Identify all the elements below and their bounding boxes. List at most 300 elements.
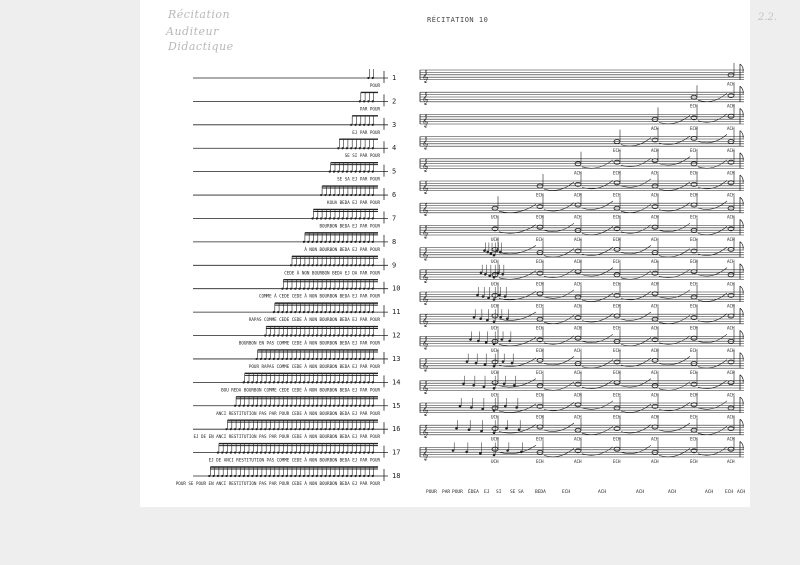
stave-number: 14	[392, 378, 401, 387]
lyric-text: EJ DE ANCI RESTITUTION PAS COMME CEDE À NON BOURBON BEDA EJ PAR POUR	[208, 457, 380, 463]
note-head	[286, 381, 288, 383]
note-head	[354, 171, 356, 173]
stave-number: 8	[392, 237, 397, 246]
note-head	[316, 217, 318, 219]
note-head	[324, 264, 326, 266]
column-syllable: UCH	[491, 303, 499, 309]
column-syllable: ECH	[690, 236, 698, 242]
note-head	[350, 124, 352, 126]
note-head	[367, 100, 369, 102]
column-syllable: ECH	[536, 281, 544, 287]
note-head	[311, 334, 313, 336]
stave-number: 16	[392, 425, 401, 434]
column-syllable: ACH	[574, 281, 582, 287]
note-head	[238, 405, 240, 407]
bottom-syllable: ACH	[598, 490, 607, 495]
whole-note	[728, 447, 734, 451]
note-head	[346, 288, 348, 290]
column-syllable: ECH	[536, 236, 544, 242]
note-head	[277, 358, 279, 360]
note-head	[501, 338, 504, 341]
note-head	[466, 360, 469, 363]
note-head	[316, 311, 318, 313]
note-head	[299, 451, 301, 453]
whole-note	[537, 425, 543, 429]
note-flag	[740, 419, 743, 427]
note-head	[281, 451, 283, 453]
note-head	[268, 334, 270, 336]
note-head	[346, 358, 348, 360]
note-head	[363, 311, 365, 313]
column-syllable: UCH	[491, 414, 499, 420]
stave-number: 7	[392, 214, 397, 223]
note-head	[354, 358, 356, 360]
column-syllable: ACH	[727, 347, 735, 353]
note-head	[367, 124, 369, 126]
note-head	[329, 334, 331, 336]
note-head	[311, 451, 313, 453]
note-head	[277, 428, 279, 430]
whole-note	[575, 403, 581, 407]
bottom-syllable: BEDA	[535, 490, 546, 495]
note-head	[286, 405, 288, 407]
column-syllable: ACH	[574, 303, 582, 309]
bottom-syllable: POUR	[426, 490, 437, 495]
note-head	[493, 365, 496, 368]
column-syllable: ECH	[690, 303, 698, 309]
note-head	[286, 358, 288, 360]
note-head	[256, 405, 258, 407]
note-head	[320, 264, 322, 266]
note-head	[324, 288, 326, 290]
treble-clef: 𝄞	[422, 403, 429, 416]
note-head	[324, 381, 326, 383]
note-head	[316, 381, 318, 383]
note-head	[234, 475, 236, 477]
note-head	[290, 358, 292, 360]
column-syllable: ECH	[690, 458, 698, 464]
note-head	[346, 264, 348, 266]
whole-note	[614, 181, 620, 185]
column-syllable: ACH	[727, 214, 735, 220]
whole-note	[575, 203, 581, 207]
column-syllable: ACH	[727, 170, 735, 176]
treble-clef: 𝄞	[422, 70, 429, 83]
note-head	[367, 194, 369, 196]
note-head	[333, 405, 335, 407]
whole-note	[614, 447, 620, 451]
note-head	[273, 428, 275, 430]
treble-clef: 𝄞	[422, 425, 429, 439]
note-head	[286, 334, 288, 336]
whole-note	[575, 336, 581, 340]
note-flag	[740, 441, 743, 449]
lyric-text: PAR POUR	[359, 106, 380, 112]
note-flag	[740, 375, 743, 383]
note-head	[307, 264, 309, 266]
column-syllable: ECH	[613, 414, 621, 420]
column-syllable: ECH	[536, 303, 544, 309]
note-head	[299, 334, 301, 336]
note-head	[493, 298, 496, 301]
note-head	[247, 451, 249, 453]
note-head	[316, 358, 318, 360]
note-head	[311, 428, 313, 430]
note-head	[311, 405, 313, 407]
stave-number: 5	[392, 167, 397, 176]
slur	[544, 336, 574, 344]
column-syllable: ACH	[727, 414, 735, 420]
note-head	[350, 264, 352, 266]
column-syllable: UCH	[491, 236, 499, 242]
note-head	[256, 475, 258, 477]
note-head	[329, 217, 331, 219]
note-head	[234, 428, 236, 430]
column-syllable: ECH	[613, 392, 621, 398]
note-head	[472, 384, 475, 387]
column-syllable: ACH	[651, 170, 659, 176]
note-head	[372, 381, 374, 383]
bottom-syllable: SI	[496, 490, 502, 495]
note-head	[346, 194, 348, 196]
column-syllable: ACH	[727, 125, 735, 131]
note-head	[337, 334, 339, 336]
note-head	[359, 405, 361, 407]
whole-note	[575, 270, 581, 274]
column-syllable: ACH	[574, 214, 582, 220]
column-syllable: ACH	[651, 125, 659, 131]
column-syllable: UCH	[491, 347, 499, 353]
note-head	[303, 358, 305, 360]
stave-number: 6	[392, 191, 397, 200]
note-head	[307, 451, 309, 453]
note-head	[281, 428, 283, 430]
note-head	[329, 264, 331, 266]
column-syllable: ECH	[690, 103, 698, 109]
whole-note	[652, 159, 658, 163]
column-syllable: UCH	[491, 370, 499, 376]
column-syllable: ECH	[690, 170, 698, 176]
note-head	[268, 451, 270, 453]
note-head	[260, 451, 262, 453]
column-syllable: ECH	[613, 436, 621, 442]
note-flag	[740, 153, 743, 161]
note-head	[329, 171, 331, 173]
note-head	[251, 405, 253, 407]
note-head	[346, 241, 348, 243]
note-head	[337, 381, 339, 383]
note-head	[372, 311, 374, 313]
note-head	[243, 428, 245, 430]
note-head	[320, 194, 322, 196]
note-head	[307, 311, 309, 313]
column-syllable: ACH	[727, 325, 735, 331]
note-head	[333, 475, 335, 477]
column-syllable: ACH	[727, 392, 735, 398]
note-head	[493, 454, 496, 457]
note-head	[350, 147, 352, 149]
note-head	[354, 264, 356, 266]
note-head	[468, 428, 471, 431]
note-head	[303, 241, 305, 243]
note-head	[303, 428, 305, 430]
treble-clef: 𝄞	[422, 358, 429, 372]
note-head	[277, 311, 279, 313]
note-head	[290, 428, 292, 430]
note-head	[294, 405, 296, 407]
treble-clef: 𝄞	[422, 314, 429, 328]
note-head	[346, 405, 348, 407]
note-head	[333, 264, 335, 266]
note-head	[307, 381, 309, 383]
page-title: RÉCITATION 10	[427, 16, 489, 24]
note-head	[367, 358, 369, 360]
column-syllable: ACH	[727, 236, 735, 242]
note-head	[307, 358, 309, 360]
note-head	[320, 475, 322, 477]
column-syllable: ACH	[727, 436, 735, 442]
note-head	[281, 475, 283, 477]
note-head	[333, 171, 335, 173]
note-head	[299, 405, 301, 407]
stave-number: 15	[392, 401, 401, 410]
note-head	[251, 428, 253, 430]
note-head	[350, 288, 352, 290]
note-head	[294, 428, 296, 430]
note-head	[333, 381, 335, 383]
note-head	[303, 381, 305, 383]
bottom-syllable: PAR	[442, 490, 451, 495]
column-syllable: ECH	[690, 192, 698, 198]
note-head	[333, 428, 335, 430]
note-head	[363, 288, 365, 290]
column-syllable: ACH	[727, 259, 735, 265]
note-head	[307, 334, 309, 336]
note-head	[299, 475, 301, 477]
note-head	[372, 194, 374, 196]
column-syllable: ACH	[651, 214, 659, 220]
slur	[659, 136, 690, 144]
slur	[544, 269, 574, 277]
note-head	[487, 297, 490, 300]
note-head	[342, 381, 344, 383]
note-head	[372, 358, 374, 360]
note-head	[268, 475, 270, 477]
column-syllable: ECH	[613, 236, 621, 242]
column-syllable: ECH	[690, 325, 698, 331]
note-head	[367, 475, 369, 477]
lyric-text: COMME À CEDE CEDE À NON BOURBON BEDA EJ PAR POUR	[258, 293, 380, 299]
column-syllable: UCH	[491, 458, 499, 464]
note-head	[350, 311, 352, 313]
column-syllable: ECH	[613, 370, 621, 376]
slur	[659, 336, 690, 344]
note-head	[359, 311, 361, 313]
note-head	[504, 295, 507, 298]
note-head	[363, 100, 365, 102]
note-head	[290, 451, 292, 453]
whole-note	[691, 270, 697, 274]
note-head	[324, 241, 326, 243]
column-syllable: ECH	[690, 125, 698, 131]
note-flag	[740, 197, 743, 205]
note-head	[477, 340, 480, 343]
note-head	[354, 381, 356, 383]
note-head	[506, 317, 509, 320]
note-head	[260, 475, 262, 477]
note-head	[247, 475, 249, 477]
note-head	[230, 428, 232, 430]
whole-note	[537, 292, 543, 296]
column-syllable: ACH	[727, 81, 735, 87]
note-head	[372, 264, 374, 266]
note-head	[337, 241, 339, 243]
note-head	[363, 241, 365, 243]
note-head	[281, 381, 283, 383]
column-syllable: UCH	[491, 325, 499, 331]
note-head	[264, 451, 266, 453]
note-head	[367, 428, 369, 430]
note-head	[473, 316, 476, 319]
note-head	[333, 311, 335, 313]
note-head	[294, 288, 296, 290]
column-syllable: ECH	[536, 414, 544, 420]
note-head	[372, 217, 374, 219]
note-head	[342, 334, 344, 336]
note-head	[520, 451, 523, 454]
stave-number: 1	[392, 74, 397, 82]
slur	[698, 314, 727, 322]
note-head	[294, 264, 296, 266]
note-head	[324, 194, 326, 196]
note-head	[342, 428, 344, 430]
note-head	[277, 334, 279, 336]
note-head	[290, 334, 292, 336]
note-head	[363, 194, 365, 196]
column-syllable: ECH	[613, 148, 621, 154]
note-head	[350, 381, 352, 383]
note-head	[350, 475, 352, 477]
note-head	[342, 451, 344, 453]
note-head	[501, 273, 504, 276]
note-head	[337, 475, 339, 477]
note-head	[286, 451, 288, 453]
note-head	[337, 194, 339, 196]
note-head	[217, 451, 219, 453]
column-syllable: ACH	[574, 325, 582, 331]
note-head	[337, 217, 339, 219]
note-head	[277, 475, 279, 477]
column-syllable: ECH	[536, 347, 544, 353]
column-syllable: ECH	[613, 347, 621, 353]
note-head	[493, 343, 496, 346]
note-head	[354, 194, 356, 196]
note-head	[476, 294, 479, 297]
whole-note	[728, 247, 734, 251]
column-syllable: UCH	[491, 436, 499, 442]
stave-number: 3	[392, 120, 397, 129]
note-head	[459, 405, 462, 408]
column-syllable: ACH	[574, 414, 582, 420]
note-head	[363, 405, 365, 407]
note-head	[342, 241, 344, 243]
note-head	[367, 147, 369, 149]
stave-number: 18	[392, 472, 401, 480]
stave-number: 11	[392, 308, 401, 317]
whole-note	[614, 381, 620, 385]
note-head	[506, 449, 509, 452]
note-head	[337, 358, 339, 360]
bottom-syllable: ACH	[668, 490, 677, 495]
column-syllable: ACH	[727, 192, 735, 198]
column-syllable: ECH	[536, 458, 544, 464]
note-flag	[740, 397, 743, 405]
note-head	[290, 381, 292, 383]
column-syllable: ACH	[574, 370, 582, 376]
column-syllable: UCH	[491, 392, 499, 398]
treble-clef: 𝄞	[422, 247, 429, 261]
slur	[698, 180, 727, 188]
note-head	[342, 358, 344, 360]
note-head	[367, 451, 369, 453]
note-head	[342, 405, 344, 407]
note-head	[350, 194, 352, 196]
note-head	[243, 475, 245, 477]
whole-note	[652, 225, 658, 229]
note-head	[363, 381, 365, 383]
note-head	[225, 451, 227, 453]
lyric-text: EJ PAR POUR	[352, 129, 380, 135]
note-head	[307, 405, 309, 407]
note-head	[363, 428, 365, 430]
note-head	[372, 428, 374, 430]
stave-number: 13	[392, 354, 401, 363]
whole-note	[652, 425, 658, 429]
note-head	[277, 381, 279, 383]
note-head	[372, 241, 374, 243]
treble-clef: 𝄞	[422, 181, 429, 194]
note-flag	[740, 242, 743, 250]
note-head	[320, 334, 322, 336]
note-head	[243, 381, 245, 383]
slur	[659, 203, 690, 211]
note-head	[264, 475, 266, 477]
note-head	[333, 217, 335, 219]
note-head	[337, 171, 339, 173]
note-head	[320, 358, 322, 360]
whole-note	[691, 403, 697, 407]
note-head	[320, 428, 322, 430]
note-head	[260, 405, 262, 407]
note-head	[307, 475, 309, 477]
note-head	[247, 405, 249, 407]
note-head	[281, 334, 283, 336]
stave-number: 10	[392, 284, 401, 293]
note-head	[264, 405, 266, 407]
note-head	[363, 147, 365, 149]
whole-note	[691, 336, 697, 340]
note-head	[498, 294, 501, 297]
note-head	[290, 288, 292, 290]
whole-note	[728, 381, 734, 385]
note-head	[346, 171, 348, 173]
slur	[582, 247, 613, 255]
note-head	[303, 475, 305, 477]
whole-note	[614, 314, 620, 318]
column-syllable: ECH	[613, 170, 621, 176]
note-head	[508, 340, 511, 343]
treble-clef: 𝄞	[422, 336, 429, 350]
